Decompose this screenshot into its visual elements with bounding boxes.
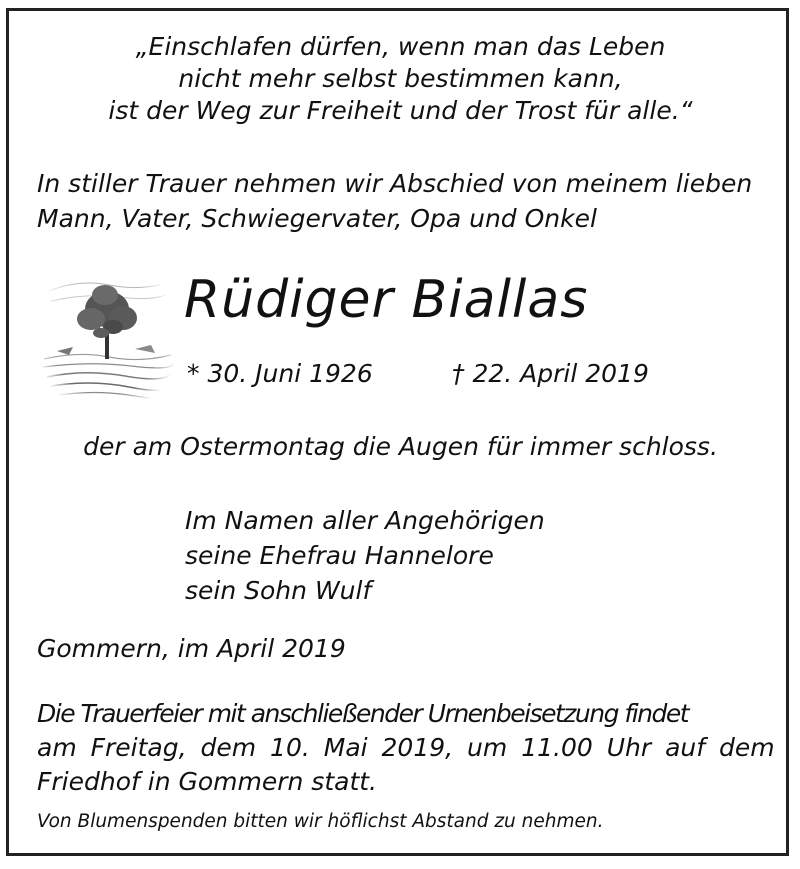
ceremony-line-1: Die Trauerfeier mit anschließender Urnenbeisetzung findet xyxy=(37,699,689,728)
memorial-quote xyxy=(9,31,792,127)
signature-line-2: seine Ehefrau Hannelore xyxy=(185,541,494,570)
death-date: † 22. April 2019 xyxy=(452,359,649,388)
signature-block xyxy=(185,503,545,608)
life-dates xyxy=(187,358,649,390)
signature-line-3: sein Sohn Wulf xyxy=(185,576,372,605)
intro-line-2: Mann, Vater, Schwiegervater, Opa und Onkel xyxy=(37,204,597,233)
place-date: Gommern, im April 2019 xyxy=(37,634,346,663)
quote-line-2: nicht mehr selbst bestimmen kann, xyxy=(178,64,623,93)
intro-text xyxy=(37,166,752,236)
intro-line-1: In stiller Trauer nehmen wir Abschied von meinem lieben xyxy=(37,169,753,198)
signature-line-1: Im Namen aller Angehörigen xyxy=(185,506,545,535)
quote-line-3: ist der Weg zur Freiheit und der Trost für alle.“ xyxy=(108,96,693,125)
deceased-name: Rüdiger Biallas xyxy=(184,270,589,330)
ceremony-info xyxy=(37,697,775,799)
ceremony-line-2: am Freitag, dem 10. Mai 2019, um 11.00 Uhr auf dem xyxy=(37,733,775,762)
birth-date: * 30. Juni 1926 xyxy=(187,359,373,388)
tree-landscape-icon xyxy=(39,263,174,408)
ceremony-line-3: Friedhof in Gommern statt. xyxy=(37,767,378,796)
closing-line: der am Ostermontag die Augen für immer schloss. xyxy=(83,432,718,461)
quote-line-1: „Einschlafen dürfen, wenn man das Leben xyxy=(135,32,666,61)
obituary-notice xyxy=(6,8,789,856)
flower-note: Von Blumenspenden bitten wir höflichst Abstand zu nehmen. xyxy=(37,811,604,832)
